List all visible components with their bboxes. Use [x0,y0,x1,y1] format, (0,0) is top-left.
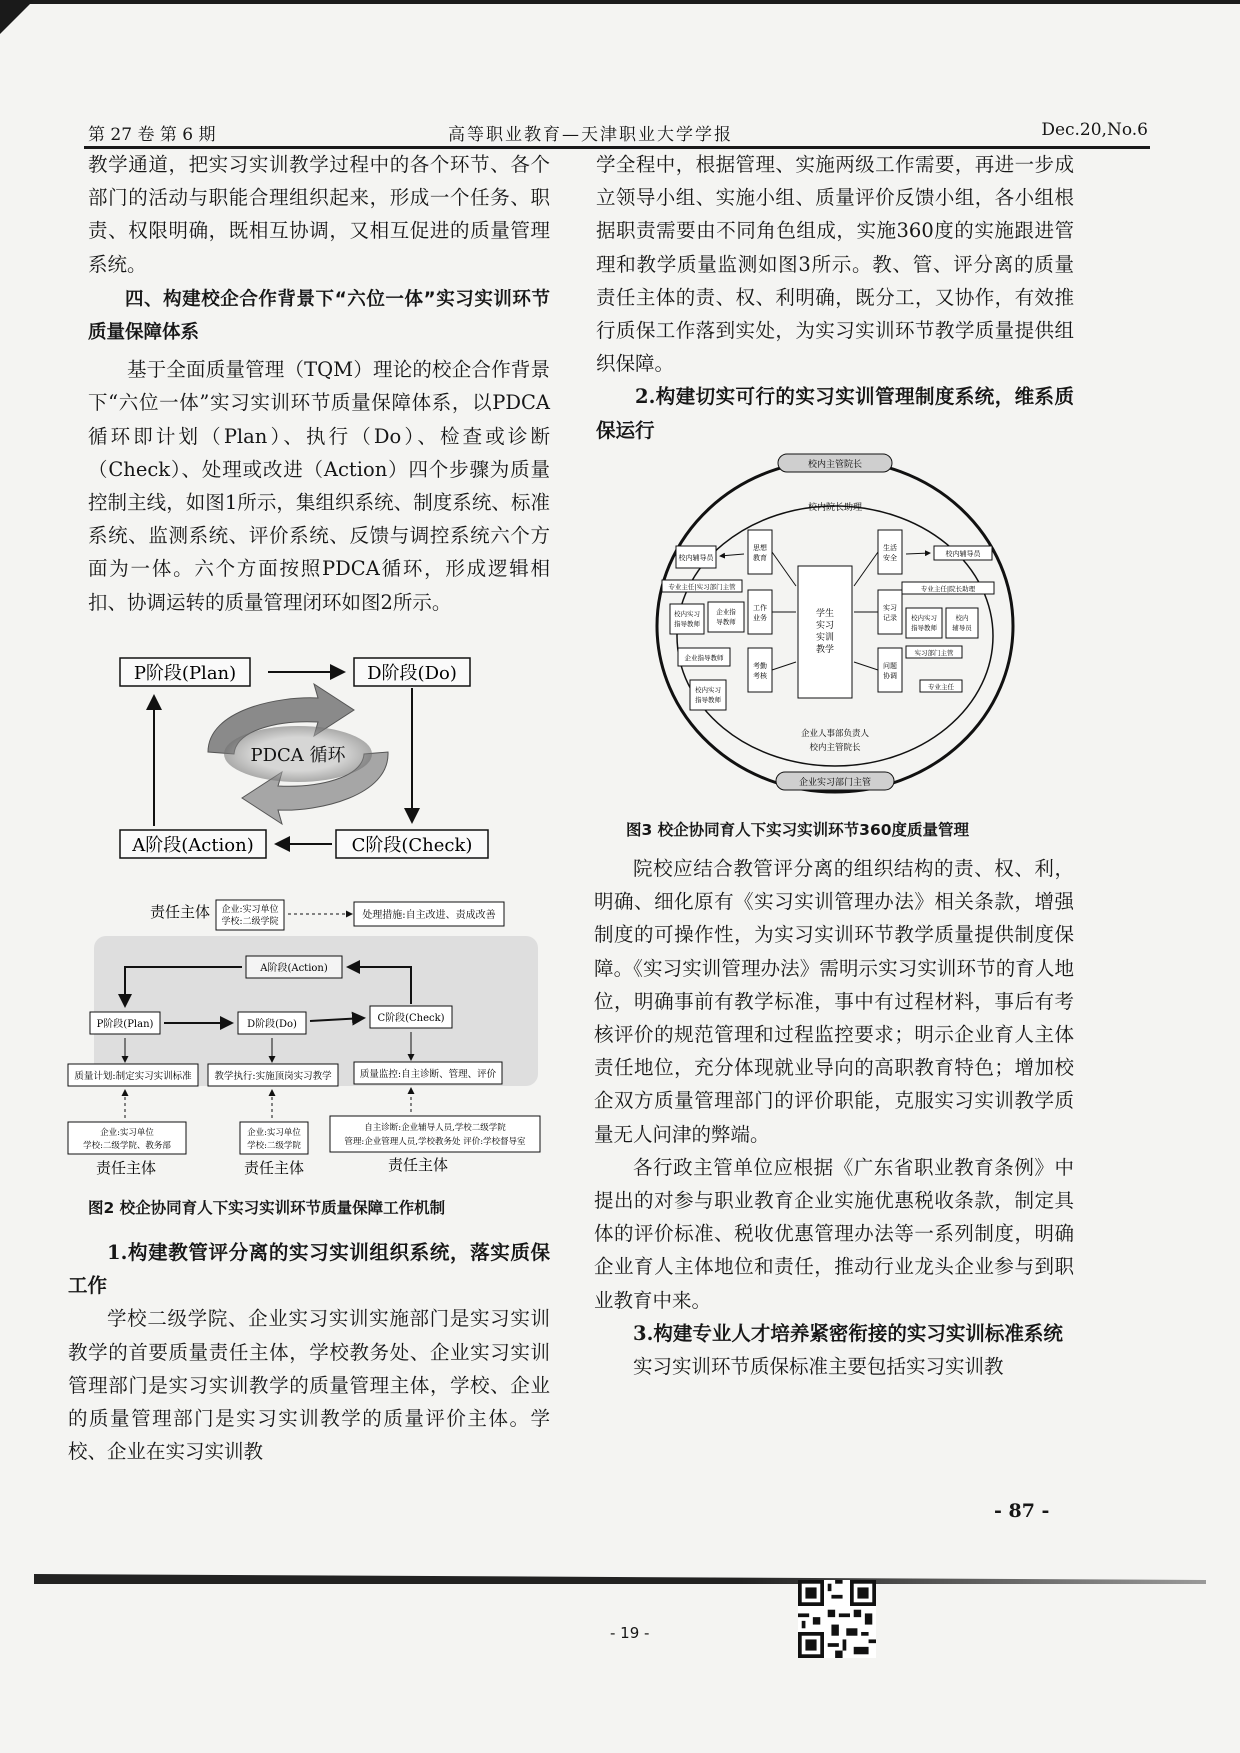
scan-corner [0,0,34,34]
b4-label-2: 记录 [883,614,897,622]
box-l6 [690,680,726,710]
box-r4 [946,608,978,638]
box-b3 [748,590,772,634]
right-paragraph-2: 院校应结合教管评分离的组织结构的责、权、利，明确、细化原有《实习实训管理办法》相关条款，增强制度的可操作性，为实习实训环节教学质量提供制度保障。《实习实训管理办法》需明示实习实训环节的育人地位，明确事前有教学标准，事中有过程材料，事后有考核评价的规范管理和过程监控要求；明示企业育人主体责任地位，充分体现就业导向的高职教育特色；增加校企双方质量管理部门的评价职能，克服实习实训教学质量无人问津的弊端。 [594,857,1074,1146]
bottom-line-1: 企业人事部负责人 [800,729,870,739]
link-b6 [854,662,878,670]
bottom-banner-label: 企业实习部门主管 [798,778,872,788]
scan-edge [0,0,1240,14]
volume-issue: 第 27 卷 第 6 期 [88,125,216,145]
b2-label: 生活 [883,544,897,552]
c-stage-label: C阶段(Check) [351,835,473,856]
box-r3 [906,608,942,638]
resp-1-line-1: 企业:实习单位 [100,1128,154,1138]
box-b5 [748,648,772,692]
do-label: 教学执行:实施顶岗实习教学 [214,1071,332,1082]
check-label: 质量监控:自主诊断、管理、评价 [359,1069,497,1080]
link-b1 [772,552,796,586]
qr-code [798,1580,876,1658]
center-line-3: 实训 [815,633,835,643]
box-b6 [878,648,902,692]
pdca-diagram [118,650,518,870]
figure-3-caption: 图3 校企协同育人下实习实训环节360度质量管理 [626,821,970,839]
d-stage-label: D阶段(Do) [367,663,457,684]
d-label: D阶段(Do) [247,1019,297,1030]
scan-bottom-edge [34,1574,1206,1584]
bottom-page-number: - 19 - [610,1624,650,1642]
measure-label: 处理措施:自主改进、责成改善 [362,910,496,921]
box-l4 [708,602,744,632]
b3-label: 工作 [753,604,767,612]
l5-label: 企业指导教师 [684,654,724,662]
resp-3-line-2: 管理:企业管理人员,学校教务处 评价:学校督导室 [344,1137,526,1147]
r4-label-2: 辅导员 [952,624,972,632]
box-b4 [878,590,902,634]
right-paragraph-3: 各行政主管单位应根据《广东省职业教育条例》中提出的对参与职业教育企业实施优惠税收条款，制定具体的评价标准、税收优惠管理办法等一系列制度，明确企业育人主体地位和责任，推动行业龙头企业参与到职业教育中来。 [594,1155,1074,1312]
right-column-bottom [594,852,1074,1383]
l6-label-2: 指导教师 [695,696,721,704]
resp-2-line-2: 学校:二级学院 [247,1141,301,1151]
figure-2-caption: 图2 校企协同育人下实习实训环节质量保障工作机制 [88,1199,446,1217]
arrow-r1 [906,553,930,554]
right-subtitle-2: 2.构建切实可行的实习实训管理制度系统，维系质保运行 [596,385,1074,442]
r1-label: 校内辅导员 [945,550,981,558]
right-paragraph-4: 实习实训环节质保标准主要包括实习实训教 [633,1355,1004,1379]
b2-label-2: 安全 [883,554,897,562]
assist-label: 校内院长助理 [807,503,863,513]
box-l3 [670,604,704,634]
r3-label-2: 指导教师 [911,624,937,632]
resp-2-line-1: 企业:实习单位 [247,1128,301,1138]
p-stage-label: P阶段(Plan) [133,663,237,684]
b3-label-2: 业务 [753,614,767,622]
center-line-2: 实习 [815,621,835,631]
intro-paragraph: 教学通道，把实习实训教学过程中的各个环节、各个部门的活动与职能合理组织起来，形成一个任务、职责、权限明确，既相互协调，又相互促进的质量管理系统。 [88,153,550,276]
arrow-l1 [720,554,744,556]
l4-label-2: 导教师 [716,618,736,626]
center-line-1: 学生 [815,609,835,619]
section-title: 四、构建校企合作背景下“六位一体”实习实训环节质量保障体系 [88,288,550,344]
c-label: C阶段(Check) [377,1013,445,1024]
l3-label-2: 指导教师 [674,620,700,628]
bottom-line-2: 校内主管院长 [809,743,861,753]
figure-2-mechanism [66,880,546,1190]
figure-1-pdca [118,650,518,870]
left-paragraph-2: 学校二级学院、企业实习实训实施部门是实习实训教学的首要质量责任主体，学校教务处、企业实习实训管理部门是实习实训教学的质量管理主体，学校、企业的质量管理部门是实习实训教学的质量评价主体。学校、企业在实习实训教 [68,1307,550,1464]
right-subtitle-3: 3.构建专业人才培养紧密衔接的实习实训标准系统 [633,1321,1063,1345]
r6-label: 专业主任 [928,683,954,691]
resp-top-line-1: 企业:实习单位 [221,905,279,915]
r4-label: 校内 [955,614,969,622]
page-number: - 87 - [994,1500,1050,1522]
resp-bottom-label-2: 责任主体 [243,1159,305,1177]
plan-label: 质量计划:制定实习实训标准 [74,1071,192,1082]
resp-bottom-label-3: 责任主体 [387,1156,449,1174]
r2-label: 专业主任|院长助理 [920,585,976,593]
360-diagram [650,446,1020,806]
center-box [798,566,852,698]
r5-label: 实习部门主管 [914,649,954,657]
l4-label: 企业指 [716,608,736,616]
left-column-bottom [68,1236,550,1468]
pdca-center-label: PDCA 循环 [250,745,346,766]
b1-label: 思想 [753,544,767,552]
b6-label-2: 协调 [883,672,897,680]
resp-top-label: 责任主体 [150,903,211,921]
l2-label: 专业主任|实习部门主管 [668,583,736,591]
b4-label: 实习 [883,604,897,612]
p-label: P阶段(Plan) [96,1019,154,1030]
center-line-4: 教学 [815,645,835,655]
journal-title: 高等职业教育—天津职业大学学报 [448,125,733,145]
left-subtitle-1: 1.构建教管评分离的实习实训组织系统，落实质保工作 [68,1241,550,1298]
issue-date: Dec.20,No.6 [1041,120,1148,140]
right-paragraph-1: 学全程中，根据管理、实施两级工作需要，再进一步成立领导小组、实施小组、质量评价反馈小组，各小组根据职责需要由不同角色组成，实施360度的实施跟进管理和教学质量监测如图3所示。教、管、评分离的质量责任主体的责、权、利明确，既分工，又协作，有效推行质保工作落到实处，为实习实训环节教学质量提供组织保障。 [596,153,1074,376]
b5-label: 考勤 [753,662,767,670]
link-b5 [772,662,796,670]
a-stage-label: A阶段(Action) [132,835,254,856]
top-banner-label: 校内主管院长 [807,460,863,470]
b6-label: 问题 [883,662,897,670]
box-b1 [748,530,772,574]
resp-top-line-2: 学校:二级学院 [221,917,279,927]
r3-label: 校内实习 [911,614,937,622]
b1-label-2: 教育 [753,554,767,562]
right-column-top [596,148,1074,447]
running-header [88,116,1148,146]
resp-3-line-1: 自主诊断:企业辅导人员,学校二级学院 [364,1123,506,1133]
l1-label: 校内辅导员 [678,554,714,562]
left-column-top [88,148,550,619]
l3-label: 校内实习 [674,610,700,618]
resp-bottom-label-1: 责任主体 [95,1159,157,1177]
left-paragraph-1: 基于全面质量管理（TQM）理论的校企合作背景下“六位一体”实习实训环节质量保障体系，以PDCA循环即计划（Plan）、执行（Do）、检查或诊断（Check）、处理或改进（Action）四个步骤为质量控制主线，如图1所示，集组织系统、制度系统、标准系统、监测系统、评价系统、反馈与调控系统六个方面为一体。六个方面按照PDCA循环，形成逻辑相扣、协调运转的质量管理闭环如图2所示。 [88,358,550,614]
l6-label: 校内实习 [695,686,721,694]
resp-1-line-2: 学校:二级学院、教务部 [83,1141,171,1151]
b5-label-2: 考核 [753,672,767,680]
figure-3-360 [650,446,1020,806]
mechanism-diagram [66,880,546,1190]
a-label: A阶段(Action) [260,963,328,974]
link-b2 [854,552,878,586]
box-b2 [878,530,902,574]
